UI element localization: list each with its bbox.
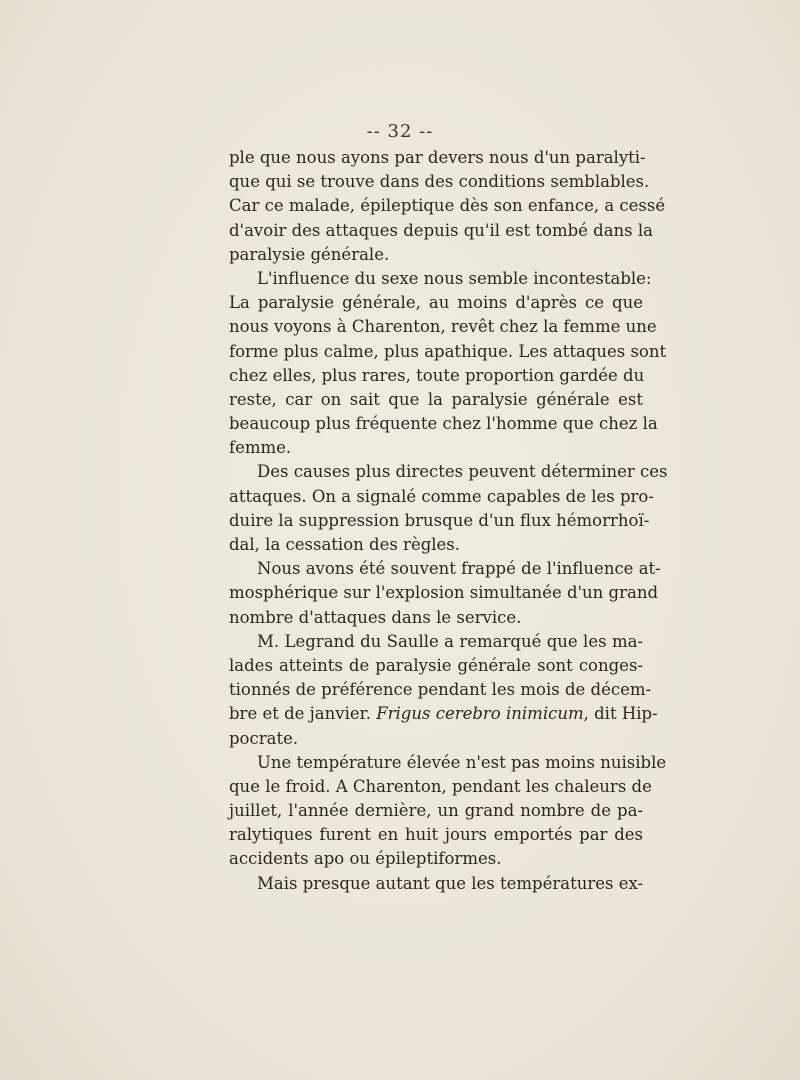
text-line xyxy=(229,751,667,775)
text-line xyxy=(229,340,667,364)
text-line xyxy=(229,799,643,823)
text-line xyxy=(229,364,643,388)
italic-quotation: Frigus cerebro inimicum xyxy=(376,704,584,724)
text-line xyxy=(229,436,643,460)
text-line-content: beaucoup plus fréquente chez l'homme que chez la xyxy=(229,414,658,434)
text-line xyxy=(229,243,643,267)
text-line xyxy=(229,194,666,218)
text-line-content: paralysie générale. xyxy=(229,244,390,264)
text-line xyxy=(229,823,643,847)
text-line-content: Des causes plus directes peuvent déterminer ces xyxy=(257,462,668,482)
text-line-content: d'avoir des attaques depuis qu'il est tombé dans la xyxy=(229,220,654,240)
text-line-content: que qui se trouve dans des conditions semblables. xyxy=(229,172,650,192)
text-line-content: duire la suppression brusque d'un flux hémorrhoï- xyxy=(229,510,650,530)
text-line-content: ple que nous ayons par devers nous d'un paralyti- xyxy=(229,148,646,167)
text-line-content: tionnés de préférence pendant les mois de décem- xyxy=(229,680,652,700)
text-line xyxy=(229,678,652,702)
text-line xyxy=(229,412,658,436)
text-line-content: accidents apo ou épileptiformes. xyxy=(229,849,502,869)
text-line xyxy=(229,557,661,581)
text-line-content: que le froid. A Charenton, pendant les chaleurs de xyxy=(229,776,652,796)
text-line xyxy=(229,727,643,751)
text-line-tail: , dit Hip- xyxy=(583,704,658,724)
text-line xyxy=(229,485,654,509)
text-line xyxy=(229,654,643,678)
text-line-content: chez elles, plus rares, toute proportion gardée du xyxy=(229,365,645,385)
text-line xyxy=(229,872,643,896)
text-line xyxy=(229,775,652,799)
text-line-content: Nous avons été souvent frappé de l'influence at- xyxy=(257,559,661,579)
text-line xyxy=(229,581,659,605)
text-line-content: Car ce malade, épileptique dès son enfance, a cessé xyxy=(229,196,666,216)
text-line xyxy=(229,630,643,654)
text-line xyxy=(229,533,643,557)
text-line-content: reste, car on sait que la paralysie générale est xyxy=(229,389,643,409)
text-line xyxy=(229,606,643,630)
text-line xyxy=(229,460,668,484)
text-line xyxy=(229,847,643,871)
text-line-content: M. Legrand du Saulle a remarqué que les ma- xyxy=(257,631,643,651)
text-line-content: pocrate. xyxy=(229,728,299,748)
text-line-content: L'influence du sexe nous semble incontestable: xyxy=(257,268,652,288)
text-line-content: attaques. On a signalé comme capables de les pro- xyxy=(229,486,654,506)
body-text xyxy=(229,146,668,896)
text-line-content: ralytiques furent en huit jours emportés par des xyxy=(229,825,643,845)
text-line xyxy=(229,315,657,339)
text-line-content: nombre d'attaques dans le service. xyxy=(229,607,522,627)
text-line xyxy=(229,291,643,315)
text-line xyxy=(229,509,650,533)
text-line-content: forme plus calme, plus apathique. Les attaques sont xyxy=(229,341,667,361)
text-line-content: dal, la cessation des règles. xyxy=(229,535,461,554)
text-line-content: juillet, l'année dernière, un grand nombre de pa- xyxy=(229,801,643,821)
text-line xyxy=(229,388,643,412)
text-line-content: Une température élevée n'est pas moins nuisible xyxy=(257,752,667,772)
text-line xyxy=(229,219,654,243)
page-number: -- 32 -- xyxy=(366,121,434,142)
text-line-content: mosphérique sur l'explosion simultanée d'un grand xyxy=(229,583,659,603)
text-line-content: Mais presque autant que les températures ex- xyxy=(257,873,644,893)
text-line-content: lades atteints de paralysie générale sont conges- xyxy=(229,655,643,675)
text-line-content: La paralysie générale, au moins d'après ce que xyxy=(229,293,643,313)
text-line-content: femme. xyxy=(229,438,292,458)
text-line xyxy=(229,267,652,291)
text-line xyxy=(229,146,646,170)
text-line-content: nous voyons à Charenton, revêt chez la femme une xyxy=(229,317,657,337)
text-line xyxy=(229,702,658,726)
text-line xyxy=(229,170,650,194)
text-line-content: bre et de janvier. xyxy=(229,704,371,724)
